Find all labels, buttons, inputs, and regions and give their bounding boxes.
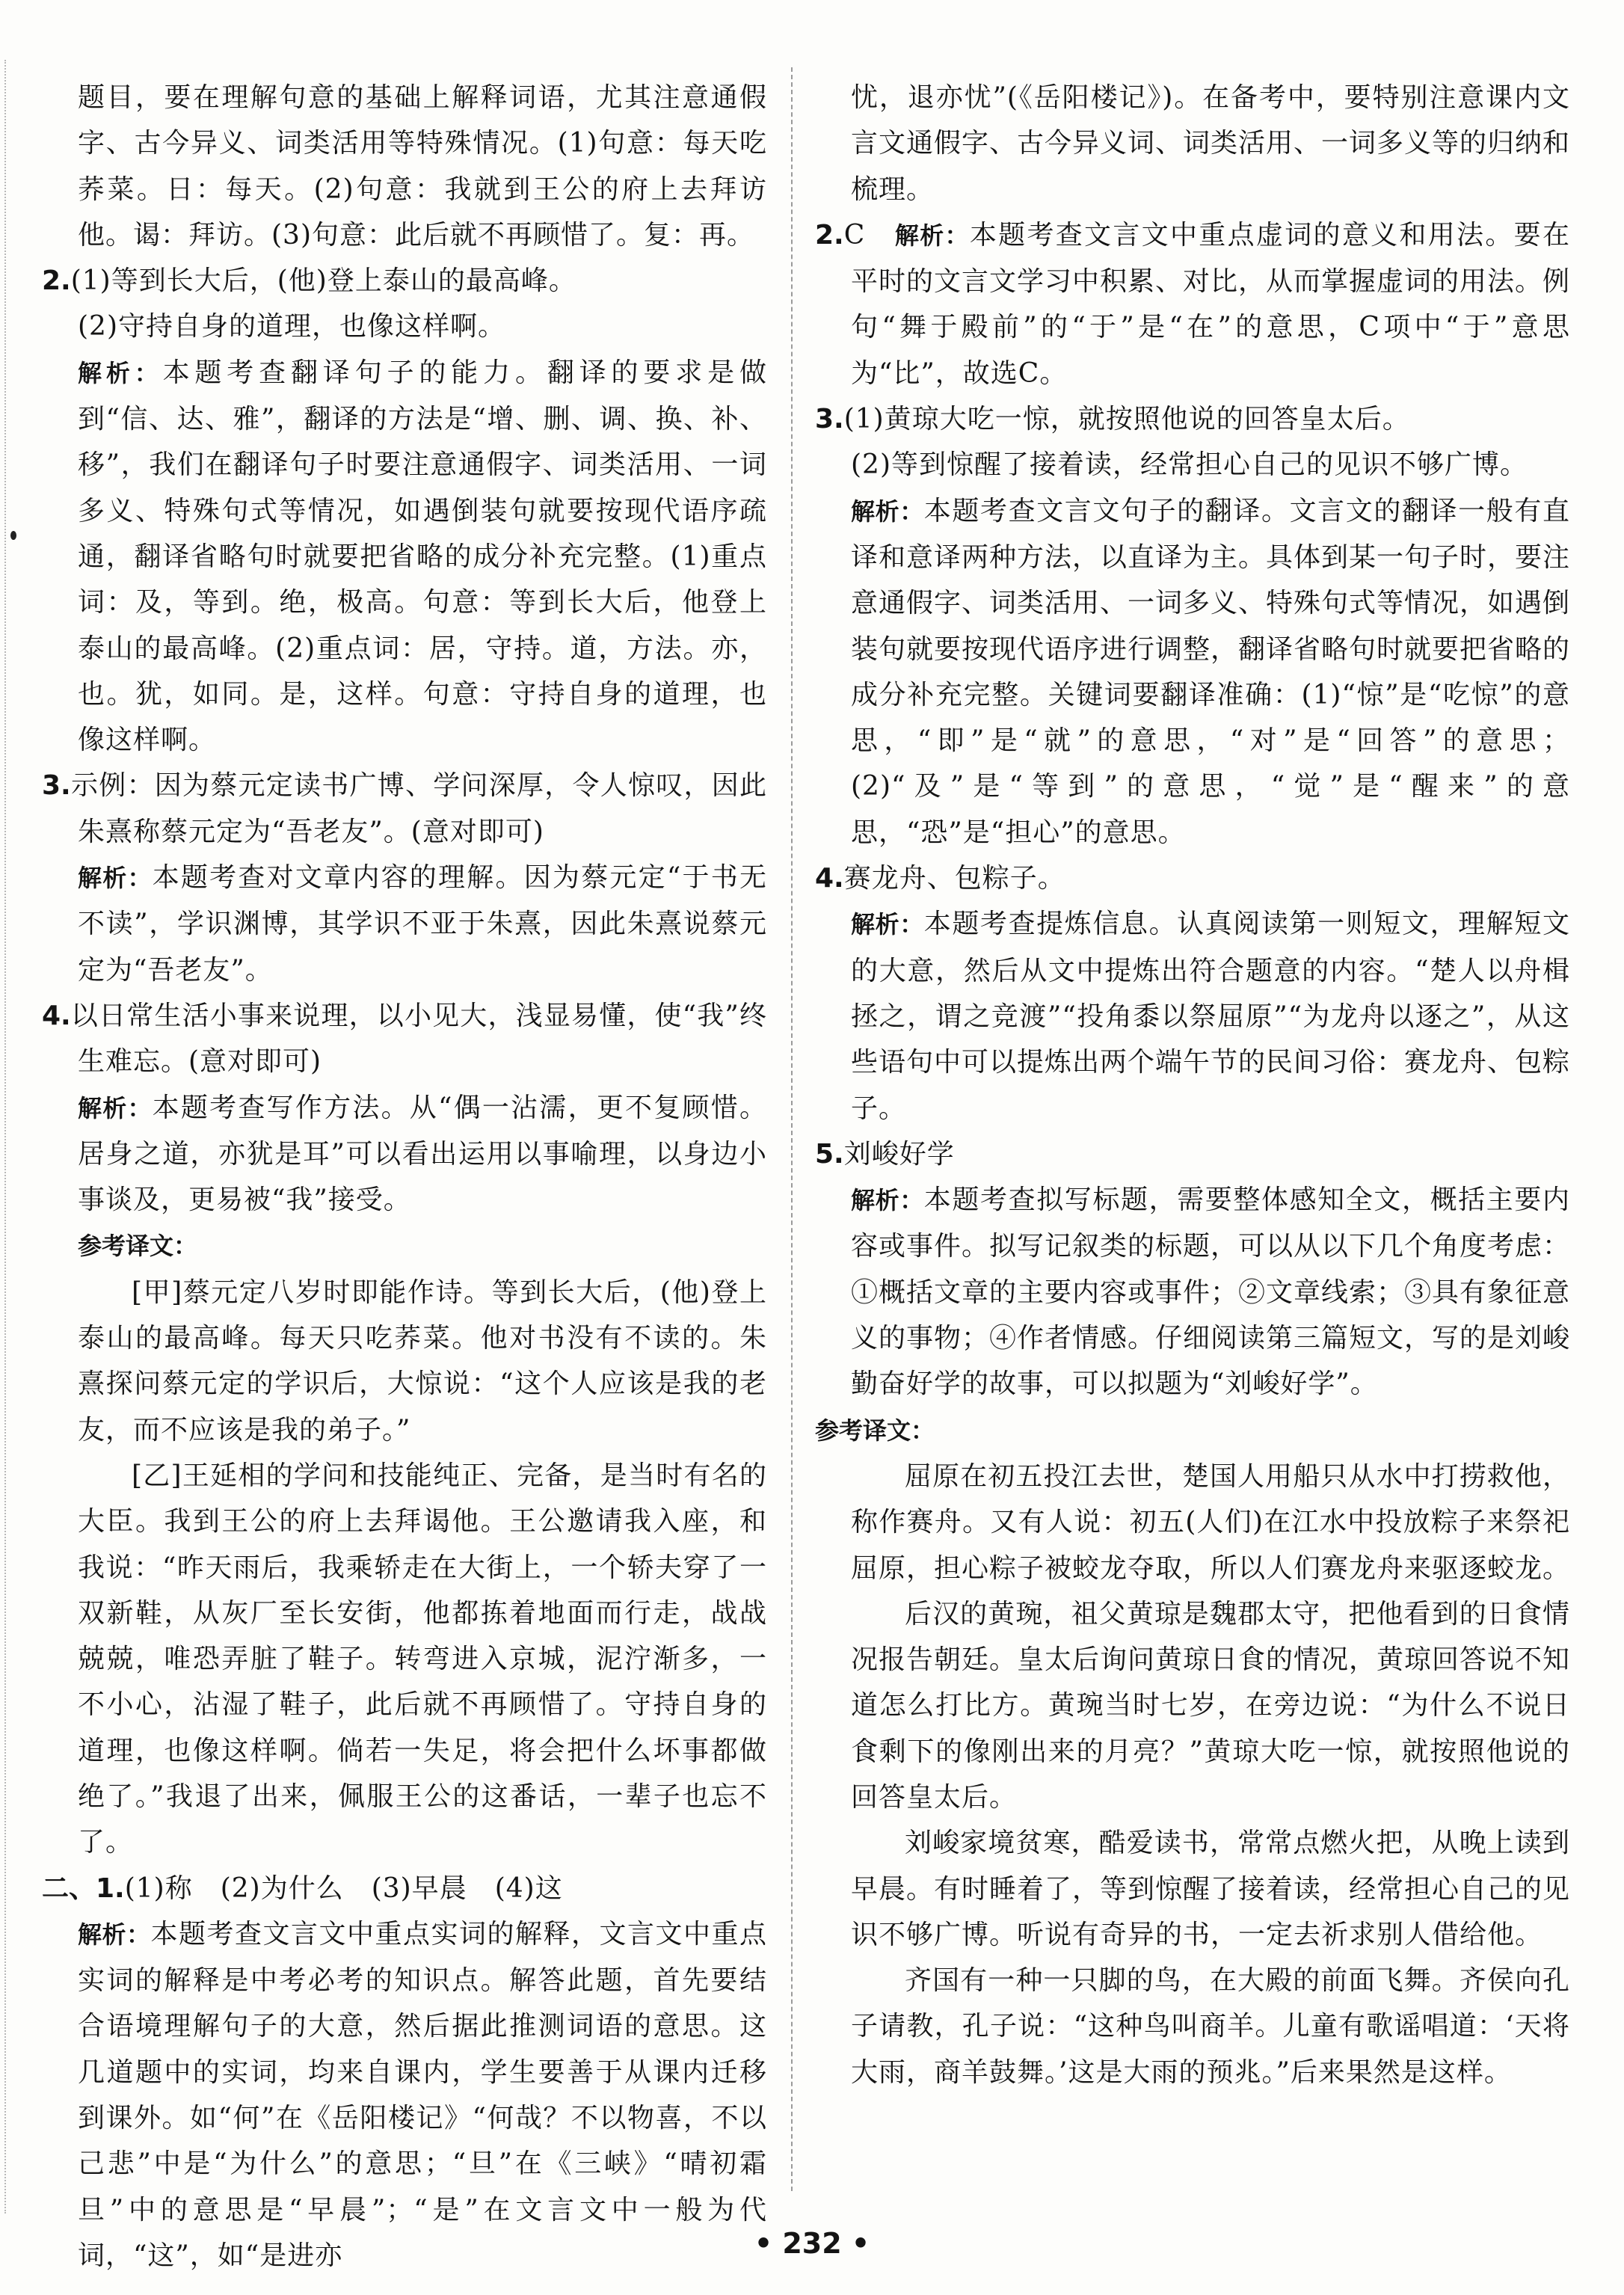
column-divider <box>791 67 793 2191</box>
left-column <box>42 75 767 2279</box>
q5-answer <box>815 1131 1570 1177</box>
q2-answer-1 <box>42 258 767 304</box>
q4-analysis <box>42 1085 767 1223</box>
q4-answer <box>815 855 1570 901</box>
q4-answer <box>42 993 767 1085</box>
q5-analysis-text: 本题考查拟写标题，需要整体感知全文，概括主要内容或事件。拟写记叙类的标题，可以从以下几个角度考虑：①概括文章的主要内容或事件；②文章线索；③具有象征意义的事物；④作者情感。仔细阅读第三篇短文，写的是刘峻勤奋好学的故事，可以拟题为“刘峻好学”。 <box>851 1185 1571 1400</box>
translation-paragraph: 齐国有一种一只脚的鸟，在大殿的前面飞舞。齐侯向孔子请教，孔子说：“这种鸟叫商羊。儿童有歌谣唱道：‘天将大雨，商羊鼓舞。’这是大雨的预兆。”后来果然是这样。 <box>851 1965 1570 2088</box>
reference-translation-label: 参考译文： <box>78 1232 198 1261</box>
analysis-label: 解析： <box>78 864 153 893</box>
section2-q1-analysis <box>42 1911 767 2279</box>
q4-number: 4. <box>42 1000 71 1031</box>
reference-translation-label: 参考译文： <box>815 1416 935 1445</box>
answer-continuation: 忧，退亦忧”(《岳阳楼记》)。在备考中，要特别注意课内文言文通假字、古今异义词、词类活用、一词多义等的归纳和梳理。 <box>851 82 1571 205</box>
q3-analysis-text: 本题考查对文章内容的理解。因为蔡元定“于书无不读”，学识渊博，其学识不亚于朱熹，因此朱熹说蔡元定为“吾老友”。 <box>78 862 767 986</box>
q4-answer-text: 以日常生活小事来说理，以小见大，浅显易懂，使“我”终生难忘。(意对即可) <box>70 1000 767 1078</box>
q3-number: 3. <box>815 404 844 435</box>
reference-translation-title <box>42 1223 767 1269</box>
translation-paragraph: [乙]王延相的学问和技能纯正、完备，是当时有名的大臣。我到王公的府上去拜谒他。王公邀请我入座，和我说：“昨天雨后，我乘轿走在大街上，一个轿夫穿了一双新鞋，从灰厂至长安街，他都拣着地面而行走，战战兢兢，唯恐弄脏了鞋子。转弯进入京城，泥泞渐多，一不小心，沾湿了鞋子，此后就不再顾惜了。守持自身的道理，也像这样啊。倘若一失足，将会把什么坏事都做绝了。”我退了出来，佩服王公的这番话，一辈子也忘不了。 <box>78 1460 767 1858</box>
q3-analysis <box>815 488 1570 855</box>
analysis-label: 解析： <box>851 910 924 939</box>
right-column <box>815 75 1570 2095</box>
translation-paragraph: 屈原在初五投江去世，楚国人用船只从水中打捞救他，称作赛舟。又有人说：初五(人们)在江水中投放粽子来祭祀屈原，担心粽子被蛟龙夺取，所以人们赛龙舟来驱逐蛟龙。 <box>851 1460 1571 1584</box>
section2-q1-analysis-text: 本题考查文言文中重点实词的解释，文言文中重点实词的解释是中考必考的知识点。解答此题，首先要结合语境理解句子的大意，然后据此推测词语的意思。这几道题中的实词，均来自课内，学生要善于从课内迁移到课外。如“何”在《岳阳楼记》“何哉？不以物喜，不以己悲”中是“为什么”的意思；“旦”在《三峡》“晴初霜旦”中的意思是“早晨”；“是”在文言文中一般为代词，“这”，如“是进亦 <box>78 1918 767 2271</box>
analysis-label: 解析： <box>78 1920 151 1949</box>
q2-number: 2. <box>815 219 844 251</box>
q5-answer-text: 刘峻好学 <box>843 1138 955 1170</box>
reference-translation-title <box>815 1407 1570 1454</box>
q4-analysis-text: 本题考查提炼信息。认真阅读第一则短文，理解短文的大意，然后从文中提炼出符合题意的内容。“楚人以舟楫拯之，谓之竞渡”“投角黍以祭屈原”“为龙舟以逐之”，从这些语句中可以提炼出两个端午节的民间习俗：赛龙舟、包粽子。 <box>851 909 1571 1124</box>
section2-q1-number: 二、1. <box>42 1872 125 1904</box>
q2-analysis-text: 本题考查翻译句子的能力。翻译的要求是做到“信、达、雅”，翻译的方法是“增、删、调、换、补、移”，我们在翻译句子时要注意通假字、词类活用、一词多义、特殊句式等情况，如遇倒装句就要按现代语序疏通，翻译省略句时就要把省略的成分补充完整。(1)重点词：及，等到。绝，极高。句意：等到长大后，他登上泰山的最高峰。(2)重点词：居，守持。道，方法。亦，也。犹，如同。是，这样。句意：守持自身的道理，也像这样啊。 <box>78 357 767 756</box>
q3-analysis-text: 本题考查文言文句子的翻译。文言文的翻译一般有直译和意译两种方法，以直译为主。具体到某一句子时，要注意通假字、词类活用、一词多义、特殊句式等情况，如遇倒装句就要按现代语序进行调整，翻译省略句时就要把省略的成分补充完整。关键词要翻译准确：(1)“惊”是“吃惊”的意思，“即”是“就”的意思，“对”是“回答”的意思；(2)“及”是“等到”的意思，“觉”是“醒来”的意思，“恐”是“担心”的意思。 <box>851 495 1571 848</box>
q2-answer-2: (2)守持自身的道理，也像这样啊。 <box>78 311 505 342</box>
q5-number: 5. <box>815 1138 844 1170</box>
q5-analysis <box>815 1177 1570 1407</box>
q3-answer-1-text: (1)黄琼大吃一惊，就按照他说的回答皇太后。 <box>843 404 1410 435</box>
q3-answer-1 <box>815 396 1570 442</box>
q3-answer <box>42 763 767 855</box>
q2-answer <box>815 212 1570 396</box>
analysis-label: 解析： <box>851 497 924 526</box>
translation-paragraph: 后汉的黄琬，祖父黄琼是魏郡太守，把他看到的日食情况报告朝廷。皇太后询问黄琼日食的情况，黄琼回答说不知道怎么打比方。黄琬当时七岁，在旁边说：“为什么不说日食剩下的像刚出来的月亮？”黄琼大吃一惊，就按照他说的回答皇太后。 <box>851 1598 1571 1813</box>
q2-answer-text: C <box>843 219 866 251</box>
q2-answer-1-text: (1)等到长大后，(他)登上泰山的最高峰。 <box>70 265 576 297</box>
translation-paragraph: [甲]蔡元定八岁时即能作诗。等到长大后，(他)登上泰山的最高峰。每天只吃荞菜。他对书没有不读的。朱熹探问蔡元定的学识后，大惊说：“这个人应该是我的老友，而不应该是我的弟子。” <box>78 1276 767 1445</box>
q3-analysis <box>42 855 767 993</box>
q4-analysis-text: 本题考查写作方法。从“偶一沾濡，更不复顾惜。居身之道，亦犹是耳”可以看出运用以事喻理，以身边小事谈及，更易被“我”接受。 <box>78 1092 767 1216</box>
section2-q1-answer <box>42 1866 767 1911</box>
q4-answer-text: 赛龙舟、包粽子。 <box>843 863 1065 894</box>
q3-answer-2: (2)等到惊醒了接着读，经常担心自己的见识不够广博。 <box>851 449 1528 481</box>
q4-analysis <box>815 901 1570 1131</box>
analysis-label: 解析： <box>78 1093 153 1122</box>
page-edge-line <box>4 60 6 2213</box>
answer-continuation: 题目，要在理解句意的基础上解释词语，尤其注意通假字、古今异义、词类活用等特殊情况。(1)句意：每天吃荞菜。日：每天。(2)句意：我就到王公的府上去拜访他。谒：拜访。(3)句意：此后就不再顾惜了。复：再。 <box>78 82 767 251</box>
q2-analysis <box>42 350 767 764</box>
analysis-label: 解析： <box>894 221 970 250</box>
section2-q1-answer-text: (1)称 (2)为什么 (3)早晨 (4)这 <box>124 1872 563 1904</box>
scan-mark <box>10 531 16 540</box>
analysis-label: 解析： <box>851 1186 924 1215</box>
q3-number: 3. <box>42 770 71 802</box>
q4-number: 4. <box>815 863 844 894</box>
q2-number: 2. <box>42 265 71 297</box>
page-number: • 232 • <box>754 2227 870 2260</box>
q2-analysis-text: 本题考查文言文中重点虚词的意义和用法。要在平时的文言文学习中积累、对比，从而掌握虚词的用法。例句“舞于殿前”的“于”是“在”的意思，C项中“于”意思为“比”，故选C。 <box>851 219 1571 389</box>
translation-paragraph: 刘峻家境贫寒，酷爱读书，常常点燃火把，从晚上读到早晨。有时睡着了，等到惊醒了接着读，经常担心自己的见识不够广博。听说有奇异的书，一定去祈求别人借给他。 <box>851 1828 1571 1950</box>
analysis-label: 解析： <box>78 358 163 387</box>
q3-answer-text: 示例：因为蔡元定读书广博、学问深厚，令人惊叹，因此朱熹称蔡元定为“吾老友”。(意对即可) <box>70 770 767 847</box>
